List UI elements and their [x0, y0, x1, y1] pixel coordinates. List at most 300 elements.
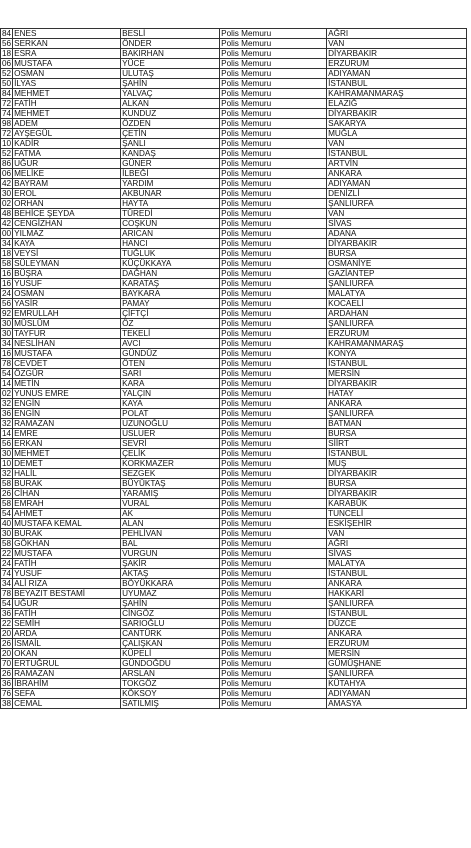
row-number-cell: 30: [2, 319, 12, 328]
last-name-cell: KÜÇÜKKAYA: [121, 259, 220, 269]
title-cell: Polis Memuru: [220, 549, 327, 559]
table-row: [1, 229, 467, 239]
table-row: [1, 339, 467, 349]
table-row: [1, 249, 467, 259]
row-number-cell: 56: [2, 299, 12, 308]
title-cell: Polis Memuru: [220, 649, 327, 659]
table-row: [1, 509, 467, 519]
table-row: [1, 379, 467, 389]
title-cell: Polis Memuru: [220, 259, 327, 269]
row-number-cell: 02: [2, 199, 12, 208]
table-row: [1, 649, 467, 659]
title-cell: Polis Memuru: [220, 219, 327, 229]
title-cell: Polis Memuru: [220, 329, 327, 339]
first-name-cell: FATİH: [13, 559, 121, 569]
row-number-cell: 58: [2, 479, 12, 488]
last-name-cell: YALVAÇ: [121, 89, 220, 99]
table-row: [1, 519, 467, 529]
city-cell: GÜMÜŞHANE: [327, 659, 467, 669]
row-number-cell: 34: [2, 339, 12, 348]
table-row: [1, 689, 467, 699]
table-row: [1, 529, 467, 539]
table-row: [1, 679, 467, 689]
table-row: [1, 359, 467, 369]
row-number-cell: 26: [2, 669, 12, 678]
city-cell: İSTANBUL: [327, 79, 467, 89]
city-cell: KONYA: [327, 349, 467, 359]
title-cell: Polis Memuru: [220, 659, 327, 669]
last-name-cell: ARICAN: [121, 229, 220, 239]
table-row: [1, 699, 467, 709]
first-name-cell: İLYAS: [13, 79, 121, 89]
first-name-cell: KADİR: [13, 139, 121, 149]
first-name-cell: CEMAL: [13, 699, 121, 709]
first-name-cell: UĞUR: [13, 599, 121, 609]
city-cell: ADIYAMAN: [327, 179, 467, 189]
title-cell: Polis Memuru: [220, 399, 327, 409]
row-number-cell: 56: [2, 39, 12, 48]
last-name-cell: ÖZDEN: [121, 119, 220, 129]
city-cell: ERZURUM: [327, 329, 467, 339]
table-row: [1, 479, 467, 489]
first-name-cell: ENGİN: [13, 399, 121, 409]
table-row: [1, 319, 467, 329]
last-name-cell: ÇELİK: [121, 449, 220, 459]
first-name-cell: OSMAN: [13, 69, 121, 79]
title-cell: Polis Memuru: [220, 39, 327, 49]
city-cell: SİVAS: [327, 219, 467, 229]
city-cell: İSTANBUL: [327, 449, 467, 459]
table-row: [1, 439, 467, 449]
last-name-cell: YALÇIN: [121, 389, 220, 399]
table-row: [1, 29, 467, 39]
row-number-cell: 30: [2, 189, 12, 198]
table-row: [1, 659, 467, 669]
title-cell: Polis Memuru: [220, 379, 327, 389]
last-name-cell: GÜNDOĞDU: [121, 659, 220, 669]
title-cell: Polis Memuru: [220, 59, 327, 69]
personnel-table: [0, 28, 467, 709]
first-name-cell: OSMAN: [13, 289, 121, 299]
table-row: [1, 409, 467, 419]
table-row: [1, 449, 467, 459]
row-number-cell: 54: [2, 509, 12, 518]
row-number-cell: 38: [2, 699, 12, 708]
title-cell: Polis Memuru: [220, 159, 327, 169]
last-name-cell: CANTÜRK: [121, 629, 220, 639]
row-number-cell: 10: [2, 139, 12, 148]
first-name-cell: ARDA: [13, 629, 121, 639]
title-cell: Polis Memuru: [220, 99, 327, 109]
row-number-cell: 34: [2, 579, 12, 588]
first-name-cell: YUSUF: [13, 569, 121, 579]
title-cell: Polis Memuru: [220, 699, 327, 709]
last-name-cell: TUĞLUK: [121, 249, 220, 259]
table-row: [1, 669, 467, 679]
table-row: [1, 199, 467, 209]
title-cell: Polis Memuru: [220, 619, 327, 629]
first-name-cell: YASİR: [13, 299, 121, 309]
city-cell: MERSİN: [327, 369, 467, 379]
first-name-cell: YILMAZ: [13, 229, 121, 239]
row-number-cell: 20: [2, 629, 12, 638]
last-name-cell: POLAT: [121, 409, 220, 419]
city-cell: DİYARBAKIR: [327, 379, 467, 389]
row-number-cell: 72: [2, 129, 12, 138]
table-row: [1, 369, 467, 379]
title-cell: Polis Memuru: [220, 309, 327, 319]
last-name-cell: ÖNDER: [121, 39, 220, 49]
last-name-cell: SARIOĞLU: [121, 619, 220, 629]
city-cell: HAKKARİ: [327, 589, 467, 599]
title-cell: Polis Memuru: [220, 629, 327, 639]
row-number-cell: 30: [2, 329, 12, 338]
last-name-cell: ŞAHİN: [121, 599, 220, 609]
row-number-cell: 42: [2, 179, 12, 188]
last-name-cell: BAKIRHAN: [121, 49, 220, 59]
city-cell: ANKARA: [327, 579, 467, 589]
last-name-cell: KARA: [121, 379, 220, 389]
table-row: [1, 429, 467, 439]
title-cell: Polis Memuru: [220, 129, 327, 139]
first-name-cell: ESRA: [13, 49, 121, 59]
row-number-cell: 78: [2, 359, 12, 368]
last-name-cell: UYUMAZ: [121, 589, 220, 599]
city-cell: AĞRI: [327, 539, 467, 549]
row-number-cell: 18: [2, 249, 12, 258]
table-row: [1, 209, 467, 219]
last-name-cell: ŞANLI: [121, 139, 220, 149]
city-cell: İSTANBUL: [327, 359, 467, 369]
first-name-cell: ERKAN: [13, 439, 121, 449]
city-cell: ANKARA: [327, 169, 467, 179]
city-cell: MALATYA: [327, 559, 467, 569]
first-name-cell: METİN: [13, 379, 121, 389]
row-number-cell: 18: [2, 49, 12, 58]
title-cell: Polis Memuru: [220, 669, 327, 679]
last-name-cell: UZUNOĞLU: [121, 419, 220, 429]
first-name-cell: TAYFUR: [13, 329, 121, 339]
title-cell: Polis Memuru: [220, 529, 327, 539]
title-cell: Polis Memuru: [220, 179, 327, 189]
first-name-cell: SEMİH: [13, 619, 121, 629]
table-row: [1, 279, 467, 289]
city-cell: ELAZIĞ: [327, 99, 467, 109]
table-row: [1, 569, 467, 579]
first-name-cell: AHMET: [13, 509, 121, 519]
title-cell: Polis Memuru: [220, 479, 327, 489]
title-cell: Polis Memuru: [220, 89, 327, 99]
city-cell: HATAY: [327, 389, 467, 399]
last-name-cell: PAMAY: [121, 299, 220, 309]
title-cell: Polis Memuru: [220, 419, 327, 429]
table-row: [1, 259, 467, 269]
city-cell: DİYARBAKIR: [327, 489, 467, 499]
city-cell: KAHRAMANMARAŞ: [327, 89, 467, 99]
title-cell: Polis Memuru: [220, 449, 327, 459]
table-row: [1, 189, 467, 199]
table-row: [1, 119, 467, 129]
first-name-cell: BURAK: [13, 479, 121, 489]
row-number-cell: 36: [2, 679, 12, 688]
first-name-cell: UĞUR: [13, 159, 121, 169]
first-name-cell: YUNUS EMRE: [13, 389, 121, 399]
title-cell: Polis Memuru: [220, 509, 327, 519]
city-cell: DÜZCE: [327, 619, 467, 629]
title-cell: Polis Memuru: [220, 249, 327, 259]
table-row: [1, 389, 467, 399]
row-number-cell: 58: [2, 539, 12, 548]
city-cell: KAHRAMANMARAŞ: [327, 339, 467, 349]
last-name-cell: TÜREDİ: [121, 209, 220, 219]
title-cell: Polis Memuru: [220, 499, 327, 509]
first-name-cell: RAMAZAN: [13, 419, 121, 429]
title-cell: Polis Memuru: [220, 429, 327, 439]
table-row: [1, 299, 467, 309]
row-number-cell: 72: [2, 99, 12, 108]
table-row: [1, 639, 467, 649]
title-cell: Polis Memuru: [220, 239, 327, 249]
row-number-cell: 20: [2, 649, 12, 658]
table-row: [1, 129, 467, 139]
first-name-cell: EROL: [13, 189, 121, 199]
last-name-cell: YARDIM: [121, 179, 220, 189]
last-name-cell: SARI: [121, 369, 220, 379]
table-row: [1, 419, 467, 429]
first-name-cell: CEVDET: [13, 359, 121, 369]
title-cell: Polis Memuru: [220, 609, 327, 619]
last-name-cell: KANDAŞ: [121, 149, 220, 159]
first-name-cell: BEYAZIT BESTAMİ: [13, 589, 121, 599]
city-cell: KÜTAHYA: [327, 679, 467, 689]
title-cell: Polis Memuru: [220, 469, 327, 479]
title-cell: Polis Memuru: [220, 209, 327, 219]
first-name-cell: SEFA: [13, 689, 121, 699]
city-cell: ARTVİN: [327, 159, 467, 169]
last-name-cell: KUNDUZ: [121, 109, 220, 119]
first-name-cell: BURAK: [13, 529, 121, 539]
title-cell: Polis Memuru: [220, 269, 327, 279]
first-name-cell: SÜLEYMAN: [13, 259, 121, 269]
first-name-cell: BEHİCE ŞEYDA: [13, 209, 121, 219]
first-name-cell: İSMAİL: [13, 639, 121, 649]
row-number-cell: 42: [2, 219, 12, 228]
table-row: [1, 39, 467, 49]
table-row: [1, 169, 467, 179]
table-row: [1, 469, 467, 479]
last-name-cell: BÜYÜKTAŞ: [121, 479, 220, 489]
last-name-cell: SEVRİ: [121, 439, 220, 449]
city-cell: BURSA: [327, 479, 467, 489]
table-row: [1, 539, 467, 549]
row-number-cell: 36: [2, 409, 12, 418]
title-cell: Polis Memuru: [220, 559, 327, 569]
city-cell: DİYARBAKIR: [327, 109, 467, 119]
table-row: [1, 159, 467, 169]
table-row: [1, 329, 467, 339]
city-cell: DENİZLİ: [327, 189, 467, 199]
city-cell: AĞRI: [327, 29, 467, 39]
table-row: [1, 79, 467, 89]
row-number-cell: 32: [2, 419, 12, 428]
last-name-cell: TEKELİ: [121, 329, 220, 339]
title-cell: Polis Memuru: [220, 439, 327, 449]
title-cell: Polis Memuru: [220, 489, 327, 499]
first-name-cell: FATİH: [13, 609, 121, 619]
row-number-cell: 56: [2, 439, 12, 448]
row-number-cell: 48: [2, 209, 12, 218]
row-number-cell: 14: [2, 429, 12, 438]
first-name-cell: FATİH: [13, 99, 121, 109]
last-name-cell: COŞKUN: [121, 219, 220, 229]
last-name-cell: AKTAŞ: [121, 569, 220, 579]
title-cell: Polis Memuru: [220, 409, 327, 419]
first-name-cell: SERKAN: [13, 39, 121, 49]
first-name-cell: ENGİN: [13, 409, 121, 419]
last-name-cell: DAĞHAN: [121, 269, 220, 279]
first-name-cell: ERTUĞRUL: [13, 659, 121, 669]
row-number-cell: 10: [2, 459, 12, 468]
row-number-cell: 78: [2, 589, 12, 598]
row-number-cell: 54: [2, 369, 12, 378]
title-cell: Polis Memuru: [220, 29, 327, 39]
row-number-cell: 54: [2, 599, 12, 608]
first-name-cell: MUSTAFA KEMAL: [13, 519, 121, 529]
first-name-cell: MEHMET: [13, 109, 121, 119]
city-cell: KOCAELİ: [327, 299, 467, 309]
title-cell: Polis Memuru: [220, 459, 327, 469]
last-name-cell: CİNGÖZ: [121, 609, 220, 619]
title-cell: Polis Memuru: [220, 359, 327, 369]
title-cell: Polis Memuru: [220, 519, 327, 529]
title-cell: Polis Memuru: [220, 279, 327, 289]
row-number-cell: 52: [2, 69, 12, 78]
last-name-cell: AKBUNAR: [121, 189, 220, 199]
last-name-cell: VURAL: [121, 499, 220, 509]
first-name-cell: MEHMET: [13, 89, 121, 99]
table-row: [1, 219, 467, 229]
row-number-cell: 26: [2, 639, 12, 648]
table-row: [1, 289, 467, 299]
row-number-cell: 06: [2, 59, 12, 68]
row-number-cell: 74: [2, 569, 12, 578]
table-row: [1, 89, 467, 99]
city-cell: VAN: [327, 39, 467, 49]
title-cell: Polis Memuru: [220, 599, 327, 609]
title-cell: Polis Memuru: [220, 149, 327, 159]
title-cell: Polis Memuru: [220, 119, 327, 129]
row-number-cell: 02: [2, 389, 12, 398]
first-name-cell: EMRULLAH: [13, 309, 121, 319]
first-name-cell: EMRAH: [13, 499, 121, 509]
row-number-cell: 24: [2, 559, 12, 568]
city-cell: İSTANBUL: [327, 149, 467, 159]
city-cell: ŞANLIURFA: [327, 669, 467, 679]
city-cell: MERSİN: [327, 649, 467, 659]
first-name-cell: VEYSİ: [13, 249, 121, 259]
last-name-cell: GÜNDÜZ: [121, 349, 220, 359]
city-cell: GAZİANTEP: [327, 269, 467, 279]
title-cell: Polis Memuru: [220, 289, 327, 299]
title-cell: Polis Memuru: [220, 689, 327, 699]
city-cell: SİVAS: [327, 549, 467, 559]
table-row: [1, 139, 467, 149]
row-number-cell: 06: [2, 169, 12, 178]
last-name-cell: PEHLİVAN: [121, 529, 220, 539]
personnel-table-body: [1, 29, 467, 709]
city-cell: ANKARA: [327, 629, 467, 639]
first-name-cell: MEHMET: [13, 449, 121, 459]
last-name-cell: YÜCE: [121, 59, 220, 69]
row-number-cell: 74: [2, 109, 12, 118]
last-name-cell: KARATAŞ: [121, 279, 220, 289]
city-cell: SAKARYA: [327, 119, 467, 129]
last-name-cell: HAYTA: [121, 199, 220, 209]
city-cell: ARDAHAN: [327, 309, 467, 319]
row-number-cell: 22: [2, 619, 12, 628]
table-row: [1, 489, 467, 499]
table-row: [1, 69, 467, 79]
row-number-cell: 70: [2, 659, 12, 668]
row-number-cell: 50: [2, 79, 12, 88]
row-number-cell: 86: [2, 159, 12, 168]
table-row: [1, 99, 467, 109]
table-row: [1, 179, 467, 189]
last-name-cell: ÖZ: [121, 319, 220, 329]
table-row: [1, 559, 467, 569]
row-number-cell: 84: [2, 29, 12, 38]
first-name-cell: ORHAN: [13, 199, 121, 209]
last-name-cell: KÖKSOY: [121, 689, 220, 699]
city-cell: KARABÜK: [327, 499, 467, 509]
row-number-cell: 84: [2, 89, 12, 98]
title-cell: Polis Memuru: [220, 639, 327, 649]
last-name-cell: VURGUN: [121, 549, 220, 559]
last-name-cell: ALAN: [121, 519, 220, 529]
table-row: [1, 149, 467, 159]
city-cell: ŞANLIURFA: [327, 319, 467, 329]
row-number-cell: 76: [2, 689, 12, 698]
last-name-cell: ULUTAŞ: [121, 69, 220, 79]
first-name-cell: HALİL: [13, 469, 121, 479]
row-number-cell: 26: [2, 489, 12, 498]
title-cell: Polis Memuru: [220, 189, 327, 199]
last-name-cell: YARAMIŞ: [121, 489, 220, 499]
title-cell: Polis Memuru: [220, 169, 327, 179]
row-number-cell: 14: [2, 379, 12, 388]
first-name-cell: DEMET: [13, 459, 121, 469]
first-name-cell: GÖKHAN: [13, 539, 121, 549]
city-cell: VAN: [327, 209, 467, 219]
table-row: [1, 549, 467, 559]
city-cell: ŞANLIURFA: [327, 599, 467, 609]
row-number-cell: 16: [2, 269, 12, 278]
title-cell: Polis Memuru: [220, 79, 327, 89]
row-number-cell: 16: [2, 279, 12, 288]
first-name-cell: RAMAZAN: [13, 669, 121, 679]
last-name-cell: HANCI: [121, 239, 220, 249]
city-cell: ADANA: [327, 229, 467, 239]
table-row: [1, 579, 467, 589]
city-cell: TUNCELİ: [327, 509, 467, 519]
table-row: [1, 59, 467, 69]
first-name-cell: MUSTAFA: [13, 349, 121, 359]
table-row: [1, 629, 467, 639]
city-cell: BURSA: [327, 429, 467, 439]
row-number-cell: 58: [2, 259, 12, 268]
last-name-cell: ALKAN: [121, 99, 220, 109]
first-name-cell: ADEM: [13, 119, 121, 129]
